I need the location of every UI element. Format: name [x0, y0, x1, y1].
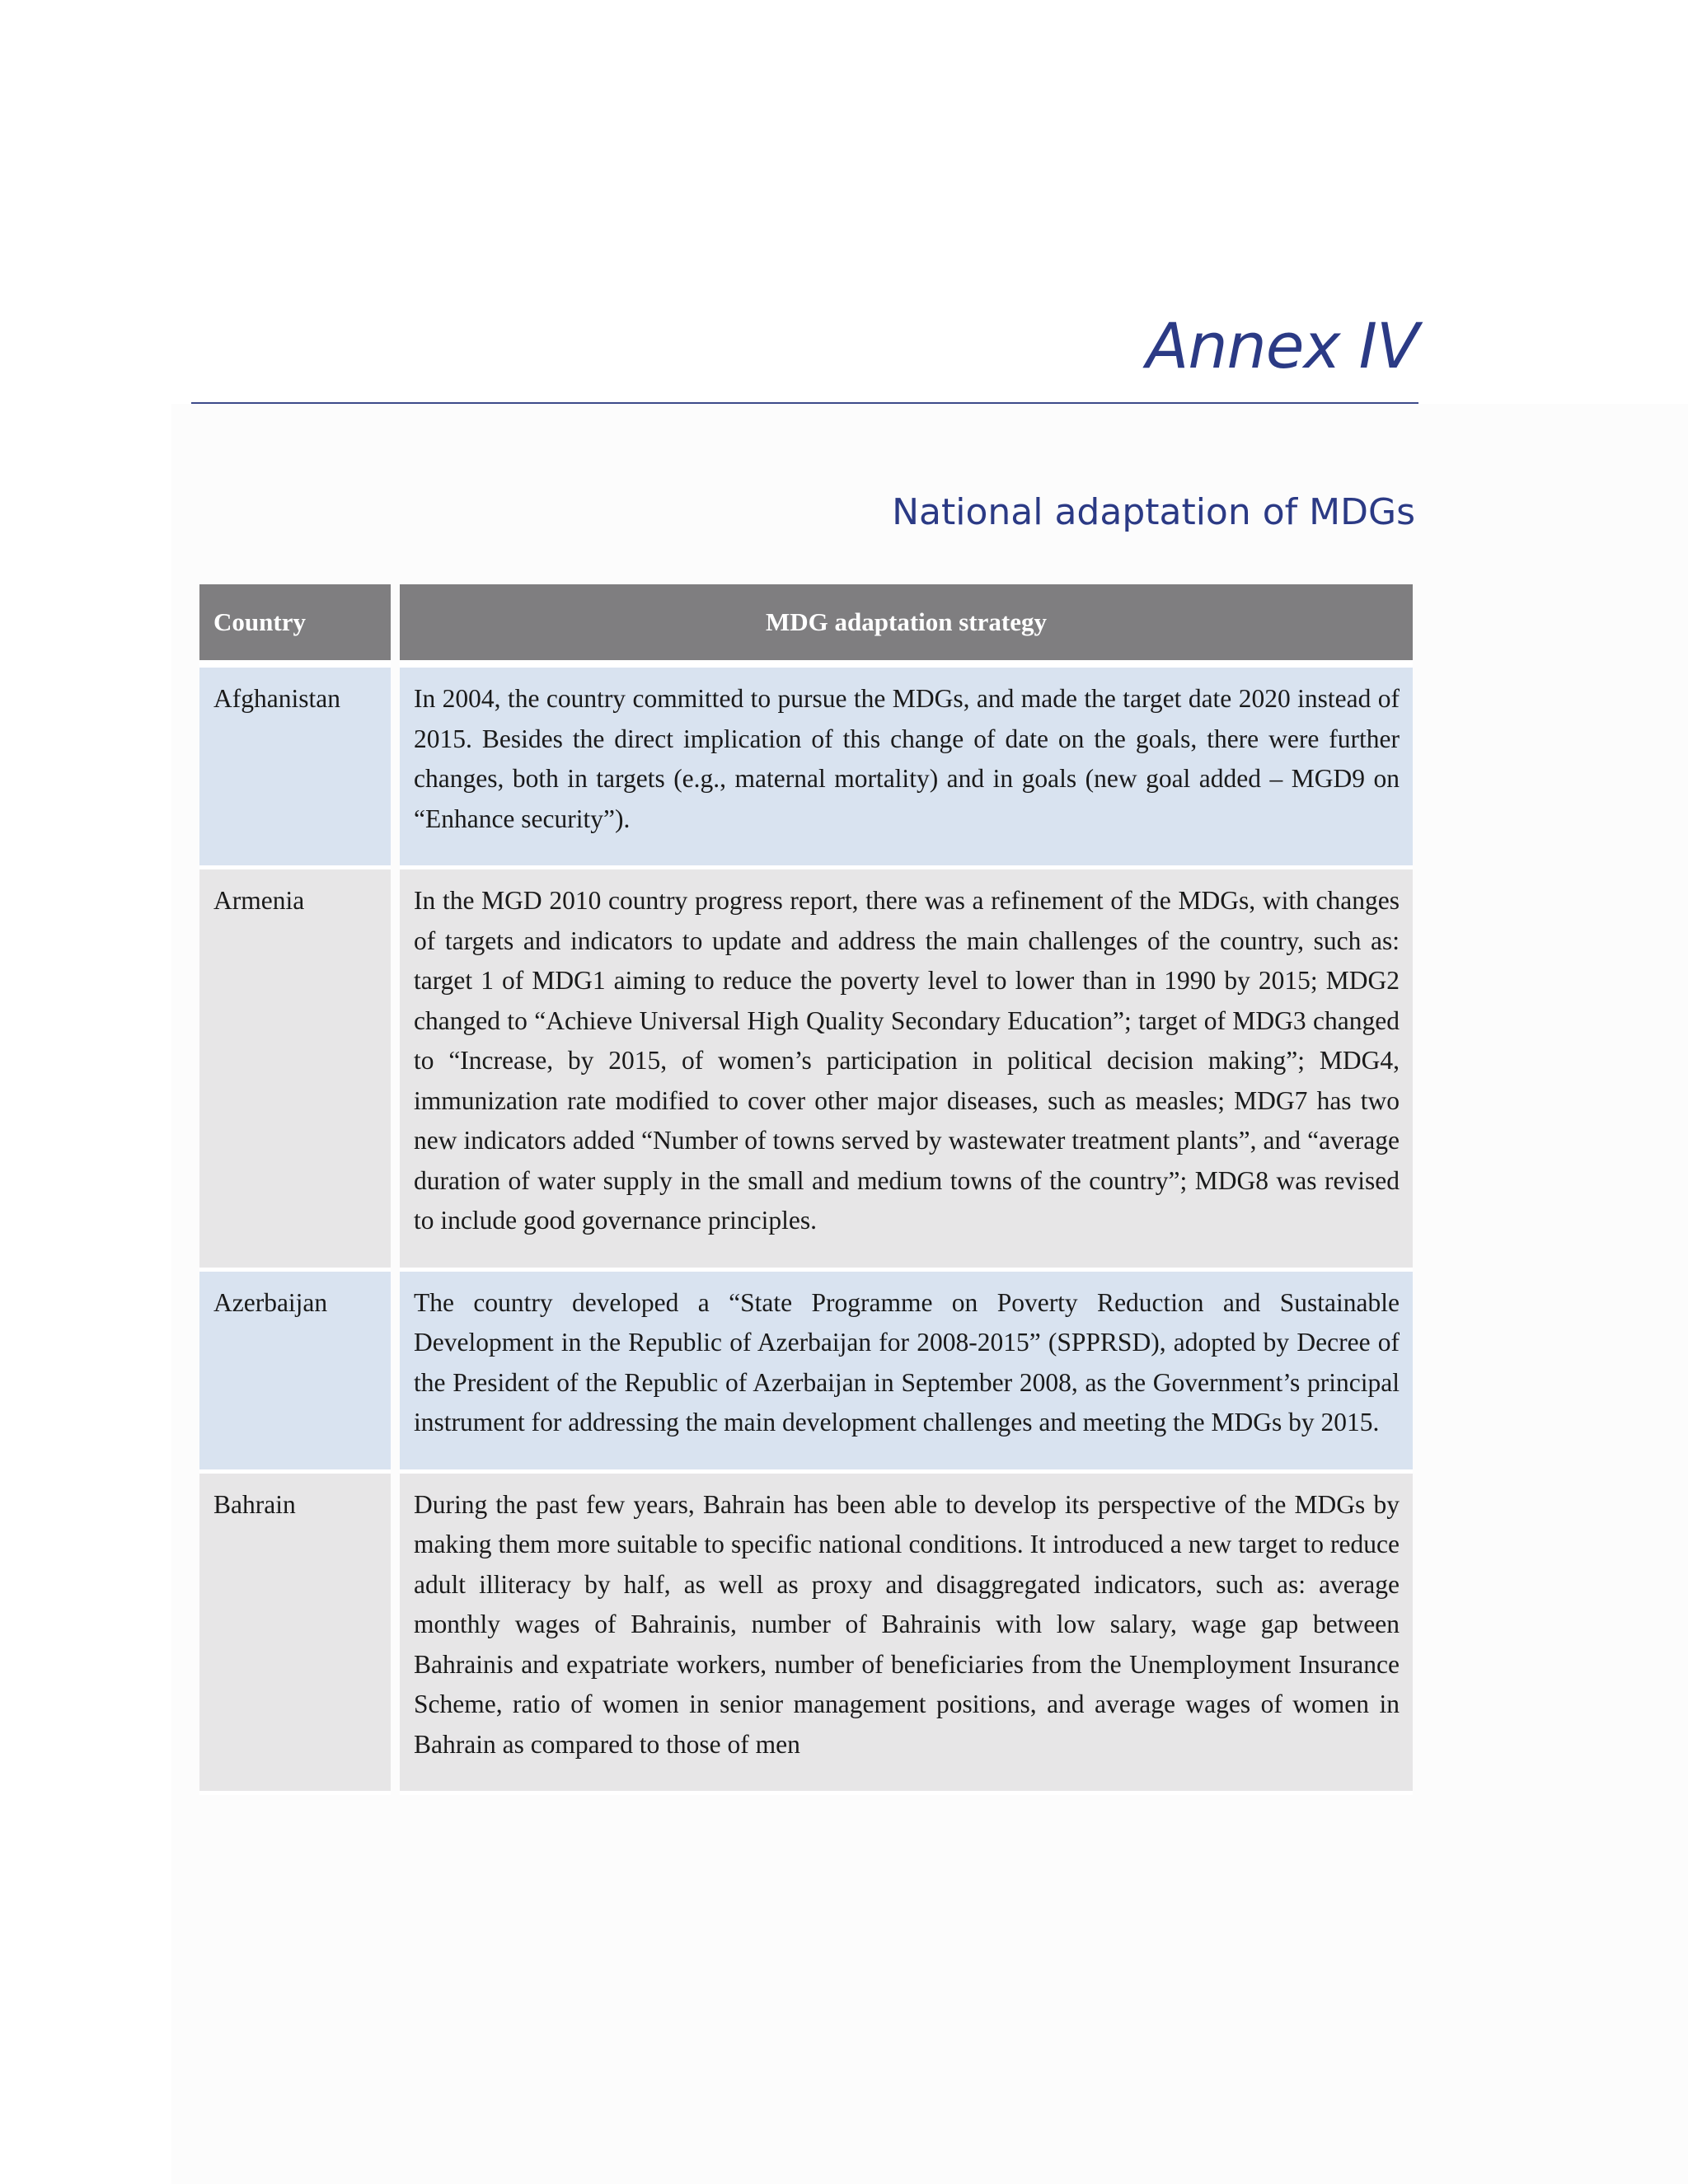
- table-row-bahrain: [199, 1474, 1413, 1796]
- mdg-adaptation-table: [190, 584, 1422, 1795]
- title-divider: [191, 402, 1418, 404]
- table-row-azerbaijan: [199, 1272, 1413, 1474]
- country-cell: Azerbaijan: [199, 1272, 391, 1474]
- strategy-cell: In 2004, the country committed to pursue the MDGs, and made the target date 2020 instead of 2015. Besides the direct implication of this change of date on the goals, there were further changes, both in targets (e.g., maternal mortality) and in goals (new goal added – MGD9 on “Enhance security”).: [400, 668, 1413, 869]
- table-header-row: [199, 584, 1413, 668]
- country-cell: Afghanistan: [199, 668, 391, 869]
- country-cell: Armenia: [199, 869, 391, 1272]
- annex-title: Annex IV: [1146, 309, 1418, 382]
- country-cell: Bahrain: [199, 1474, 391, 1796]
- header-country: Country: [199, 584, 391, 668]
- strategy-cell: During the past few years, Bahrain has been able to develop its perspective of the MDGs by making them more suitable to specific national conditions. It introduced a new target to reduce adult illiteracy by half, as well as proxy and disaggregated indicators, such as: average monthly wages of Bahrainis, number of Bahrainis with low salary, wage gap between Bahrainis and expatriate workers, number of beneficiaries from the Unemployment Insurance Scheme, ratio of women in senior management positions, and average wages of women in Bahrain as compared to those of men: [400, 1474, 1413, 1796]
- strategy-cell: In the MGD 2010 country progress report, there was a refinement of the MDGs, with changes of targets and indicators to update and address the main challenges of the country, such as: target 1 of MDG1 aiming to reduce the poverty level to lower than in 1990 by 2015; MDG2 changed to “Achieve Universal High Quality Secondary Education”; target of MDG3 changed to “Increase, by 2015, of women’s participation in political decision making”; MDG4, immunization rate modified to cover other major diseases, such as measles; MDG7 has two new indicators added “Number of towns served by wastewater treatment plants”, and “average duration of water supply in the small and medium towns of the country”; MDG8 was revised to include good governance principles.: [400, 869, 1413, 1272]
- strategy-cell: The country developed a “State Programme on Poverty Reduction and Sustainable Development in the Republic of Azerbaijan for 2008-2015” (SPPRSD), adopted by Decree of the President of the Republic of Azerbaijan in September 2008, as the Government’s principal instrument for addressing the main development challenges and meeting the MDGs by 2015.: [400, 1272, 1413, 1474]
- table-row-armenia: [199, 869, 1413, 1272]
- section-title: National adaptation of MDGs: [892, 491, 1415, 533]
- table-row-afghanistan: [199, 668, 1413, 869]
- header-strategy: MDG adaptation strategy: [400, 584, 1413, 668]
